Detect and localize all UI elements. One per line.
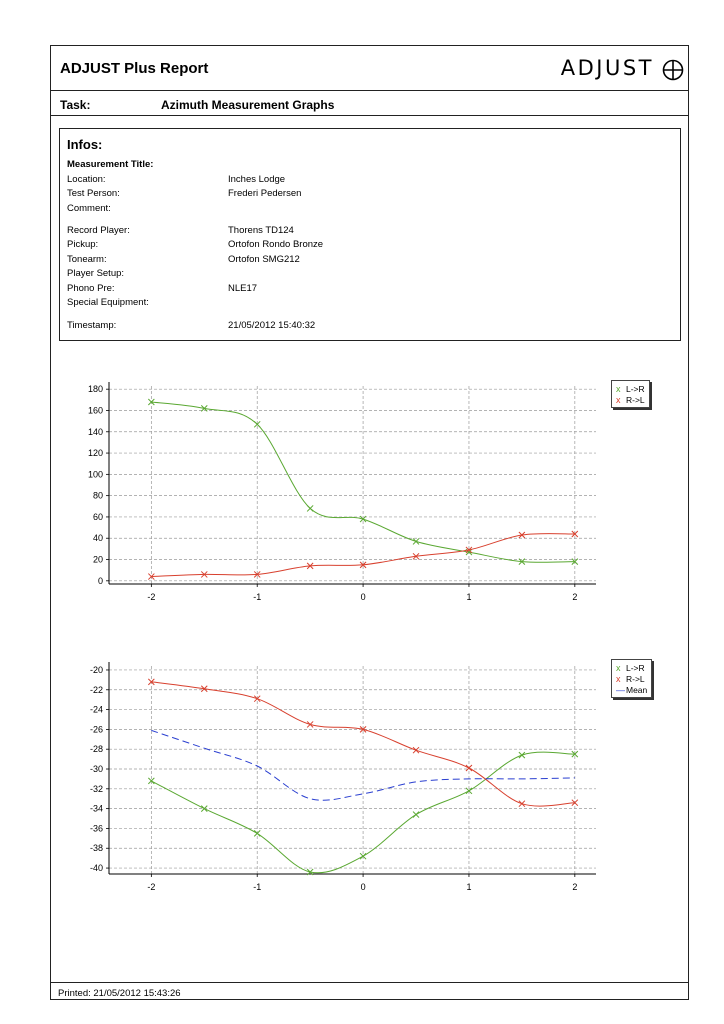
y-tick-label: -30 bbox=[89, 764, 103, 775]
report-title: ADJUST Plus Report bbox=[60, 60, 209, 77]
special-equipment-label: Special Equipment: bbox=[67, 297, 149, 308]
pickup-value: Ortofon Rondo Bronze bbox=[228, 239, 324, 250]
task-label: Task: bbox=[60, 98, 91, 112]
legend-marker: x bbox=[616, 673, 621, 684]
infos-box bbox=[59, 128, 681, 341]
infos-title: Infos: bbox=[67, 137, 103, 152]
y-tick-label: 100 bbox=[87, 469, 103, 480]
data-point bbox=[519, 752, 525, 758]
test-person-value: Frederi Pedersen bbox=[228, 188, 302, 199]
data-point bbox=[413, 538, 419, 544]
legend-entry bbox=[616, 383, 645, 394]
series-line-rl bbox=[151, 534, 575, 577]
x-tick-label: -1 bbox=[253, 592, 262, 602]
measurement-title-label: Measurement Title: bbox=[67, 159, 154, 170]
comment-label: Comment: bbox=[67, 203, 111, 214]
printed-timestamp: Printed: 21/05/2012 15:43:26 bbox=[58, 988, 181, 999]
series-line-mean bbox=[151, 730, 575, 800]
legend-label: L->R bbox=[626, 383, 645, 394]
location-label: Location: bbox=[67, 174, 106, 185]
legend-marker: x bbox=[616, 662, 621, 673]
y-tick-label: 140 bbox=[87, 426, 103, 437]
report-header bbox=[51, 46, 688, 91]
report-footer bbox=[51, 982, 688, 1001]
legend-label: L->R bbox=[626, 662, 645, 673]
azimuth-chart-bottom bbox=[51, 658, 688, 898]
player-setup-label: Player Setup: bbox=[67, 268, 125, 279]
x-tick-label: 0 bbox=[360, 882, 366, 892]
y-tick-label: -26 bbox=[89, 724, 103, 735]
task-value: Azimuth Measurement Graphs bbox=[161, 98, 335, 112]
tonearm-value: Ortofon SMG212 bbox=[228, 254, 300, 265]
y-tick-label: -38 bbox=[89, 843, 103, 854]
legend-marker: x bbox=[616, 394, 621, 405]
record-player-label: Record Player: bbox=[67, 225, 130, 236]
y-tick-label: -34 bbox=[89, 803, 103, 814]
legend-entry bbox=[616, 394, 645, 405]
legend-entry bbox=[616, 673, 647, 684]
pickup-label: Pickup: bbox=[67, 239, 99, 250]
x-tick-label: 1 bbox=[466, 592, 472, 602]
legend-label: R->L bbox=[626, 394, 645, 405]
tonearm-label: Tonearm: bbox=[67, 254, 107, 265]
y-tick-label: 20 bbox=[92, 554, 103, 565]
data-point bbox=[413, 812, 419, 818]
record-player-value: Thorens TD124 bbox=[228, 225, 294, 236]
report-page bbox=[50, 45, 689, 1000]
crosshair-circle-icon bbox=[661, 58, 685, 82]
y-tick-label: 60 bbox=[92, 511, 103, 522]
x-tick-label: 1 bbox=[466, 882, 472, 892]
y-tick-label: -28 bbox=[89, 744, 103, 755]
test-person-label: Test Person: bbox=[67, 188, 120, 199]
y-tick-label: -24 bbox=[89, 704, 103, 715]
x-tick-label: -2 bbox=[147, 592, 156, 602]
timestamp-label: Timestamp: bbox=[67, 320, 117, 331]
x-tick-label: 0 bbox=[360, 592, 366, 602]
x-tick-label: -2 bbox=[147, 882, 156, 892]
y-tick-label: 0 bbox=[97, 575, 103, 586]
y-tick-label: -40 bbox=[89, 863, 103, 874]
adjust-logo: ADJUST bbox=[560, 56, 654, 80]
location-value: Inches Lodge bbox=[228, 174, 286, 185]
y-tick-label: 160 bbox=[87, 405, 103, 416]
legend-marker: — bbox=[616, 684, 625, 695]
y-tick-label: -36 bbox=[89, 823, 103, 834]
x-tick-label: -1 bbox=[253, 882, 262, 892]
y-tick-label: -22 bbox=[89, 684, 103, 695]
y-tick-label: 120 bbox=[87, 448, 103, 459]
legend-label: Mean bbox=[626, 684, 648, 695]
chart-bottom-legend bbox=[611, 659, 652, 698]
y-tick-label: -20 bbox=[89, 664, 103, 675]
y-tick-label: 40 bbox=[92, 533, 103, 544]
legend-marker: x bbox=[616, 383, 621, 394]
y-tick-label: 80 bbox=[92, 490, 103, 501]
data-point bbox=[307, 505, 313, 511]
legend-label: R->L bbox=[626, 673, 645, 684]
legend-entry bbox=[616, 662, 647, 673]
phono-pre-label: Phono Pre: bbox=[67, 283, 115, 294]
x-tick-label: 2 bbox=[572, 882, 578, 892]
y-tick-label: -32 bbox=[89, 783, 103, 794]
data-point bbox=[519, 801, 525, 807]
chart-top-legend bbox=[611, 380, 650, 408]
timestamp-value: 21/05/2012 15:40:32 bbox=[228, 320, 316, 331]
phono-pre-value: NLE17 bbox=[228, 283, 258, 294]
y-tick-label: 180 bbox=[87, 384, 103, 395]
data-point bbox=[466, 765, 472, 771]
azimuth-chart-top bbox=[51, 376, 688, 606]
legend-entry bbox=[616, 684, 647, 695]
data-point bbox=[413, 747, 419, 753]
x-tick-label: 2 bbox=[572, 592, 578, 602]
task-row bbox=[51, 91, 688, 116]
